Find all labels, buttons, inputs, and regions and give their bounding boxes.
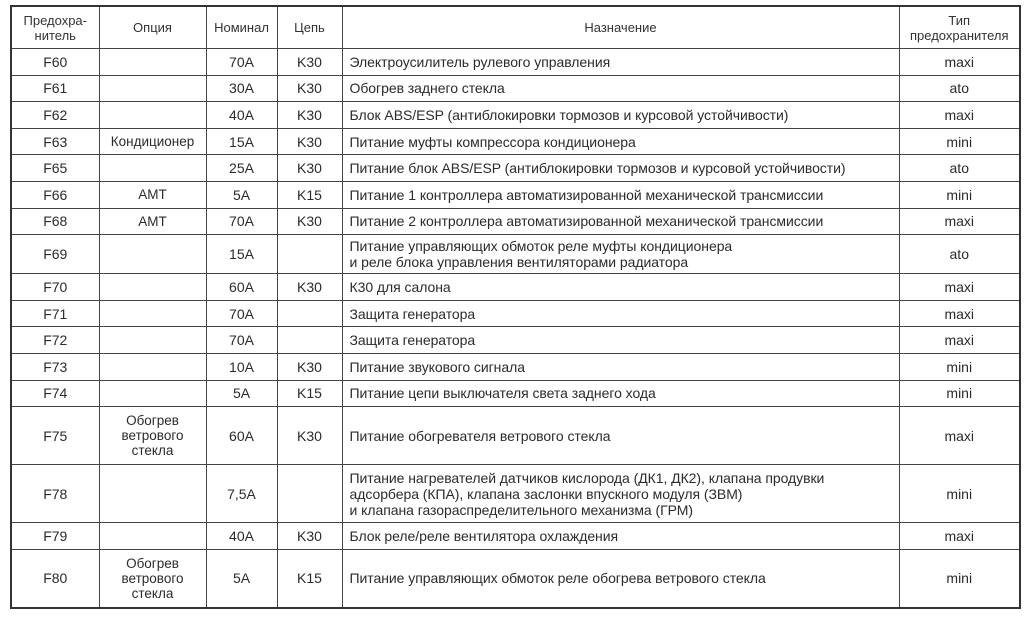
purpose-cell bbox=[342, 181, 899, 208]
option-line: АМТ bbox=[138, 213, 167, 229]
header-rating: Номинал bbox=[206, 6, 277, 49]
option-cell bbox=[99, 353, 206, 380]
fuse-id-cell: F78 bbox=[11, 465, 99, 523]
rating-cell: 40A bbox=[206, 523, 277, 550]
fuse-type-cell: mini bbox=[899, 353, 1020, 380]
purpose-line: Обогрев заднего стекла bbox=[349, 80, 505, 97]
circuit-cell: K15 bbox=[277, 181, 342, 208]
rating-cell: 70A bbox=[206, 49, 277, 76]
purpose-line: Питание обогревателя ветрового стекла bbox=[349, 427, 611, 444]
purpose-line: Питание муфты компрессора кондиционера bbox=[349, 133, 636, 150]
option-cell bbox=[99, 549, 206, 608]
purpose-line: Питание звукового сигнала bbox=[349, 358, 525, 375]
option-cell bbox=[99, 155, 206, 182]
fuse-id-cell: F66 bbox=[11, 181, 99, 208]
option-cell bbox=[99, 208, 206, 235]
fuse-type-cell: mini bbox=[899, 549, 1020, 608]
header-fuse bbox=[11, 6, 99, 49]
header-type-line: предохранителя bbox=[909, 27, 1009, 43]
purpose-cell bbox=[342, 235, 899, 274]
option-cell bbox=[99, 300, 206, 327]
fuse-id-cell: F65 bbox=[11, 155, 99, 182]
circuit-cell: K30 bbox=[277, 353, 342, 380]
circuit-cell: K30 bbox=[277, 523, 342, 550]
option-cell bbox=[99, 235, 206, 274]
table-row bbox=[11, 549, 1020, 608]
option-cell bbox=[99, 102, 206, 129]
table-row bbox=[11, 353, 1020, 380]
option-line: стекла bbox=[131, 585, 174, 601]
fuse-type-cell: maxi bbox=[899, 208, 1020, 235]
fuse-id-cell: F68 bbox=[11, 208, 99, 235]
fuse-type-cell: mini bbox=[899, 181, 1020, 208]
fuse-type-cell: mini bbox=[899, 380, 1020, 407]
circuit-cell bbox=[277, 327, 342, 354]
rating-cell: 30A bbox=[206, 75, 277, 102]
circuit-cell: K30 bbox=[277, 75, 342, 102]
option-line: АМТ bbox=[138, 187, 167, 203]
table-row bbox=[11, 465, 1020, 523]
rating-cell: 70A bbox=[206, 327, 277, 354]
purpose-cell bbox=[342, 465, 899, 523]
circuit-cell: K30 bbox=[277, 407, 342, 465]
purpose-cell bbox=[342, 208, 899, 235]
header-type bbox=[899, 6, 1020, 49]
purpose-cell bbox=[342, 155, 899, 182]
circuit-cell bbox=[277, 465, 342, 523]
purpose-line: Блок реле/реле вентилятора охлаждения bbox=[349, 527, 619, 544]
header-fuse-line: Предохра- bbox=[23, 12, 87, 28]
purpose-cell bbox=[342, 75, 899, 102]
rating-cell: 7,5A bbox=[206, 465, 277, 523]
rating-cell: 5A bbox=[206, 549, 277, 608]
purpose-line: Питание управляющих обмоток реле обогрева ветрового стекла bbox=[349, 570, 766, 587]
table-row bbox=[11, 235, 1020, 274]
option-cell bbox=[99, 327, 206, 354]
fuse-id-cell: F71 bbox=[11, 300, 99, 327]
header-type-line: Тип bbox=[948, 12, 971, 28]
rating-cell: 5A bbox=[206, 380, 277, 407]
purpose-line: Питание цепи выключателя света заднего хода bbox=[349, 385, 656, 402]
purpose-cell bbox=[342, 274, 899, 301]
fuse-type-cell: maxi bbox=[899, 300, 1020, 327]
header-fuse-line: нитель bbox=[34, 27, 76, 43]
fuse-id-cell: F63 bbox=[11, 128, 99, 155]
purpose-cell bbox=[342, 327, 899, 354]
purpose-cell bbox=[342, 49, 899, 76]
circuit-cell: K15 bbox=[277, 549, 342, 608]
circuit-cell: K30 bbox=[277, 274, 342, 301]
fuse-type-cell: ato bbox=[899, 155, 1020, 182]
table-row bbox=[11, 274, 1020, 301]
fuse-id-cell: F69 bbox=[11, 235, 99, 274]
circuit-cell: K30 bbox=[277, 49, 342, 76]
table-row bbox=[11, 75, 1020, 102]
fuse-type-cell: maxi bbox=[899, 327, 1020, 354]
rating-cell: 60A bbox=[206, 407, 277, 465]
purpose-cell bbox=[342, 300, 899, 327]
purpose-line: адсорбера (КПА), клапана заслонки впускного модуля (ЗВМ) bbox=[349, 485, 743, 502]
fuse-type-cell: mini bbox=[899, 465, 1020, 523]
fuse-table bbox=[10, 5, 1021, 609]
fuse-id-cell: F75 bbox=[11, 407, 99, 465]
purpose-line: Электроусилитель рулевого управления bbox=[349, 53, 611, 70]
option-cell bbox=[99, 274, 206, 301]
option-line: ветрового bbox=[121, 428, 184, 444]
circuit-cell: K30 bbox=[277, 128, 342, 155]
fuse-id-cell: F73 bbox=[11, 353, 99, 380]
rating-cell: 70A bbox=[206, 208, 277, 235]
fuse-type-cell: maxi bbox=[899, 102, 1020, 129]
fuse-id-cell: F80 bbox=[11, 549, 99, 608]
circuit-cell: K30 bbox=[277, 102, 342, 129]
table-row bbox=[11, 327, 1020, 354]
purpose-line: Питание 1 контроллера автоматизированной механической трансмиссии bbox=[349, 186, 824, 203]
purpose-cell bbox=[342, 523, 899, 550]
option-cell bbox=[99, 380, 206, 407]
table-row bbox=[11, 102, 1020, 129]
header-option: Опция bbox=[99, 6, 206, 49]
option-cell bbox=[99, 49, 206, 76]
circuit-cell: K15 bbox=[277, 380, 342, 407]
table-row bbox=[11, 49, 1020, 76]
rating-cell: 70A bbox=[206, 300, 277, 327]
option-cell bbox=[99, 128, 206, 155]
purpose-line: Защита генератора bbox=[349, 305, 476, 322]
fuse-type-cell: maxi bbox=[899, 49, 1020, 76]
fuse-id-cell: F70 bbox=[11, 274, 99, 301]
purpose-cell bbox=[342, 380, 899, 407]
purpose-line: Защита генератора bbox=[349, 332, 476, 349]
fuse-type-cell: mini bbox=[899, 128, 1020, 155]
fuse-type-cell: ato bbox=[899, 235, 1020, 274]
fuse-id-cell: F62 bbox=[11, 102, 99, 129]
fuse-type-cell: maxi bbox=[899, 274, 1020, 301]
option-line: Обогрев bbox=[126, 413, 179, 429]
purpose-cell bbox=[342, 407, 899, 465]
purpose-line: К30 для салона bbox=[349, 278, 451, 295]
fuse-type-cell: ato bbox=[899, 75, 1020, 102]
fuse-id-cell: F79 bbox=[11, 523, 99, 550]
option-line: Обогрев bbox=[126, 555, 179, 571]
rating-cell: 25A bbox=[206, 155, 277, 182]
table-row bbox=[11, 523, 1020, 550]
purpose-line: Блок ABS/ESP (антиблокировки тормозов и курсовой устойчивости) bbox=[349, 106, 789, 123]
purpose-cell bbox=[342, 353, 899, 380]
circuit-cell: K30 bbox=[277, 208, 342, 235]
table-row bbox=[11, 407, 1020, 465]
rating-cell: 40A bbox=[206, 102, 277, 129]
purpose-cell bbox=[342, 549, 899, 608]
fuse-type-cell: maxi bbox=[899, 407, 1020, 465]
header-circuit: Цепь bbox=[277, 6, 342, 49]
option-line: ветрового bbox=[121, 570, 184, 586]
purpose-line: и реле блока управления вентиляторами радиатора bbox=[349, 254, 689, 271]
purpose-cell bbox=[342, 102, 899, 129]
header-purpose: Назначение bbox=[342, 6, 899, 49]
fuse-id-cell: F61 bbox=[11, 75, 99, 102]
table-row bbox=[11, 208, 1020, 235]
fuse-id-cell: F74 bbox=[11, 380, 99, 407]
circuit-cell bbox=[277, 300, 342, 327]
rating-cell: 60A bbox=[206, 274, 277, 301]
circuit-cell bbox=[277, 235, 342, 274]
option-cell bbox=[99, 465, 206, 523]
purpose-line: Питание нагревателей датчиков кислорода (ДК1, ДК2), клапана продувки bbox=[349, 469, 825, 486]
fuse-type-cell: maxi bbox=[899, 523, 1020, 550]
purpose-line: Питание управляющих обмоток реле муфты кондиционера bbox=[349, 238, 733, 255]
circuit-cell: K30 bbox=[277, 155, 342, 182]
table-row bbox=[11, 128, 1020, 155]
option-line: Кондиционер bbox=[110, 134, 195, 150]
fuse-id-cell: F72 bbox=[11, 327, 99, 354]
purpose-cell bbox=[342, 128, 899, 155]
table-row bbox=[11, 155, 1020, 182]
option-cell bbox=[99, 407, 206, 465]
purpose-line: и клапана газораспределительного механизма (ГРМ) bbox=[349, 501, 693, 518]
option-line: стекла bbox=[131, 443, 174, 459]
rating-cell: 10A bbox=[206, 353, 277, 380]
table-row bbox=[11, 380, 1020, 407]
fuse-id-cell: F60 bbox=[11, 49, 99, 76]
table-row bbox=[11, 181, 1020, 208]
purpose-line: Питание 2 контроллера автоматизированной механической трансмиссии bbox=[349, 213, 824, 230]
rating-cell: 15A bbox=[206, 235, 277, 274]
table-row bbox=[11, 300, 1020, 327]
rating-cell: 5A bbox=[206, 181, 277, 208]
option-cell bbox=[99, 75, 206, 102]
purpose-line: Питание блок ABS/ESP (антиблокировки тормозов и курсовой устойчивости) bbox=[349, 160, 846, 177]
option-cell bbox=[99, 523, 206, 550]
table-header-row bbox=[11, 6, 1020, 49]
table-body bbox=[11, 49, 1020, 608]
option-cell bbox=[99, 181, 206, 208]
rating-cell: 15A bbox=[206, 128, 277, 155]
